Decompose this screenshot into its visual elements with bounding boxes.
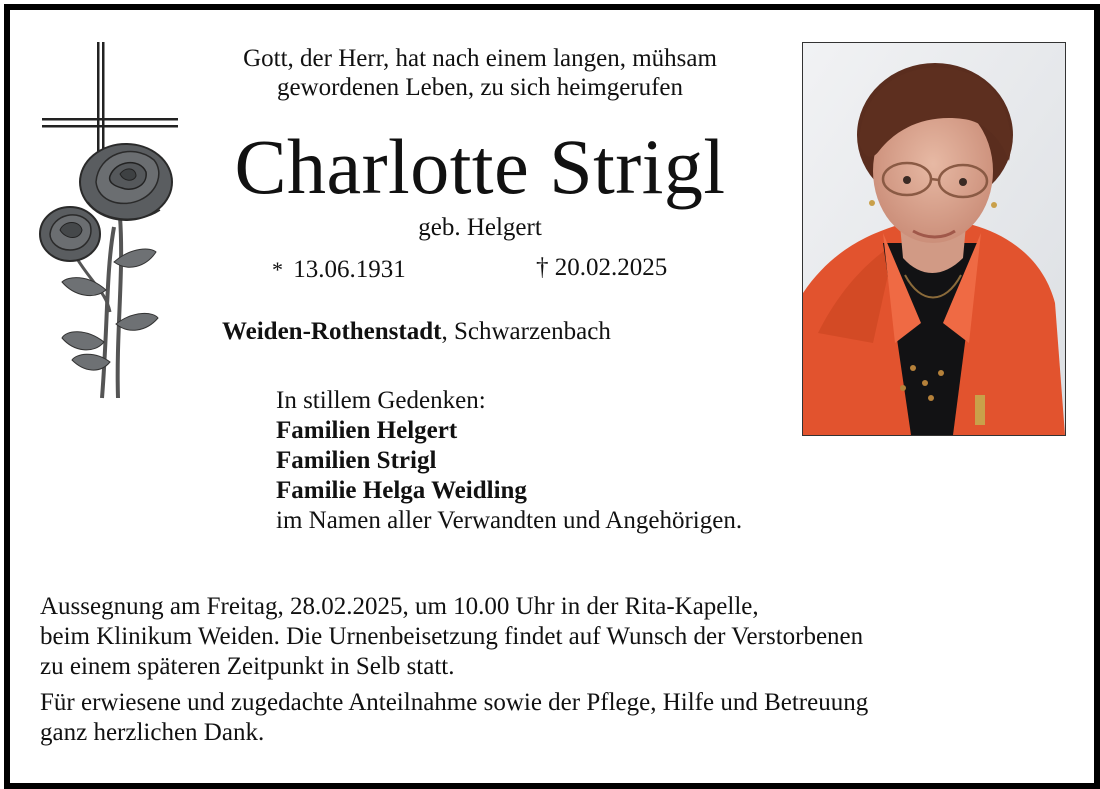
intro-line-2: gewordenen Leben, zu sich heimgerufen xyxy=(276,74,684,101)
thanks-line-2: ganz herzlichen Dank. xyxy=(40,719,265,746)
service-line-1: Aussegnung am Freitag, 28.02.2025, um 10.00 Uhr in der Rita-Kapelle, xyxy=(40,593,759,620)
intro-line-1: Gott, der Herr, hat nach einem langen, mühsam xyxy=(243,45,717,72)
maiden-name: geb. Helgert xyxy=(418,214,542,241)
memory-closing: im Namen aller Verwandten und Angehörigen. xyxy=(276,507,743,534)
service-line-2: beim Klinikum Weiden. Die Urnenbeisetzung findet auf Wunsch der Verstorbenen xyxy=(40,623,864,650)
family-weidling: Familie Helga Weidling xyxy=(276,477,527,504)
intro-text xyxy=(170,44,790,102)
birth-date-line xyxy=(272,255,406,284)
family-helgert: Familien Helgert xyxy=(276,417,458,444)
footer-text xyxy=(40,592,1000,748)
place-primary: Weiden-Rothenstadt xyxy=(222,318,442,345)
service-line-3: zu einem späteren Zeitpunkt in Selb statt. xyxy=(40,653,455,680)
thanks-paragraph xyxy=(40,688,1000,748)
deceased-name: Charlotte Strigl xyxy=(234,123,726,210)
memory-block xyxy=(276,386,742,536)
memory-heading: In stillem Gedenken: xyxy=(276,387,486,414)
death-symbol: † xyxy=(536,254,549,281)
death-date-line xyxy=(536,253,667,282)
residence-places xyxy=(222,317,611,346)
place-secondary: , Schwarzenbach xyxy=(441,318,611,345)
service-paragraph xyxy=(40,592,1000,682)
portrait-image xyxy=(803,43,1065,435)
death-date: 20.02.2025 xyxy=(554,254,668,281)
birth-date: 13.06.1931 xyxy=(293,256,406,283)
cross-with-roses-icon xyxy=(36,42,186,404)
family-strigl: Familien Strigl xyxy=(276,447,437,474)
thanks-line-1: Für erwiesene und zugedachte Anteilnahme sowie der Pflege, Hilfe und Betreuung xyxy=(40,689,869,716)
birth-symbol: * xyxy=(272,257,283,282)
portrait-photo xyxy=(802,42,1066,436)
